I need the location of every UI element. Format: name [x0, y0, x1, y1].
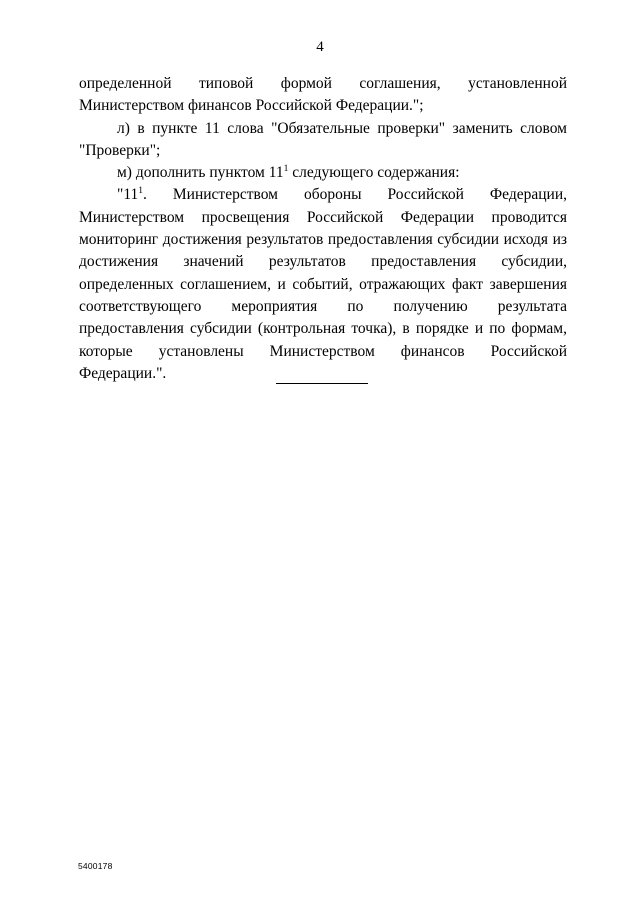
paragraph-item-m — [79, 162, 567, 184]
document-body — [79, 73, 567, 385]
document-code: 5400178 — [78, 861, 113, 871]
clause-superscript: 1 — [138, 186, 144, 197]
page-number: 4 — [316, 39, 324, 55]
paragraph-item-l: л) в пункте 11 слова "Обязательные проверки" заменить словом "Проверки"; — [79, 119, 567, 159]
paragraph-clause-11-1 — [79, 184, 567, 385]
paragraph-continuation-end: Министерством финансов Российской Федерации."; — [79, 97, 424, 115]
section-divider — [276, 383, 368, 384]
item-m-superscript: 1 — [283, 164, 289, 175]
clause-number: "11 — [117, 186, 139, 204]
item-m-text-end: следующего содержания: — [288, 164, 460, 182]
clause-text: . Министерством обороны Российской Федерации, Министерством просвещения Российской Федерации проводится мониторинг достижения результатов предоставления субсидии исходя из достижения значений результатов предоставления субсидии, определенных соглашением, и событий, отражающих факт завершения соответствующего мероприятия по получению результата предоставления субсидии (контрольная точка), в порядке и по формам, которые установлены Министерством финансов Российской Федерации.". — [79, 186, 567, 382]
item-m-text: м) дополнить пунктом 11 — [117, 164, 284, 182]
paragraph-continuation-line: определенной типовой формой соглашения, установленной — [79, 75, 567, 92]
